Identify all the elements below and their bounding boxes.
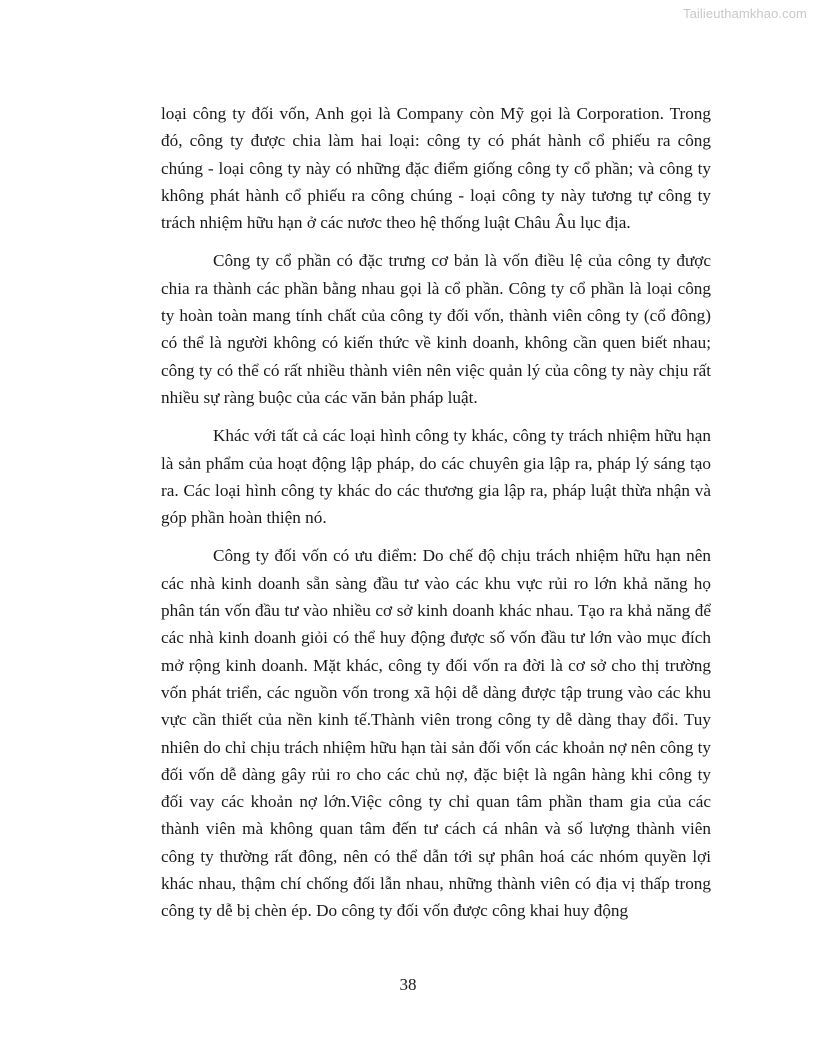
watermark: Tailieuthamkhao.com	[682, 6, 807, 21]
paragraph-1: loại công ty đối vốn, Anh gọi là Company còn Mỹ gọi là Corporation. Trong đó, công ty được chia làm hai loại: công ty có phát hành cổ phiếu ra công chúng - loại công ty này có những đặc điểm giống công ty cổ phần; và công ty không phát hành cổ phiếu ra công chúng - loại công ty này tương tự công ty trách nhiệm hữu hạn ở các nươc theo hệ thống luật Châu Âu lục địa.	[161, 104, 711, 233]
paragraph-2: Công ty cổ phần có đặc trưng cơ bản là vốn điều lệ của công ty được chia ra thành các phần bằng nhau gọi là cổ phần. Công ty cổ phần là loại công ty hoàn toàn mang tính chất của công ty đối vốn, thành viên công ty (cổ đông) có thể là người không có kiến thức về kinh doanh, không cần quen biết nhau; công ty có thể có rất nhiều thành viên nên việc quản lý của công ty này chịu rất nhiều sự ràng buộc của các văn bản pháp luật.	[161, 251, 711, 407]
page-number: 38	[399, 975, 417, 994]
paragraph-4: Công ty đối vốn có ưu điểm: Do chế độ chịu trách nhiệm hữu hạn nên các nhà kinh doanh sẵn sàng đầu tư vào các khu vực rủi ro lớn khả năng họ phân tán vốn đầu tư vào nhiều cơ sở kinh doanh khác nhau. Tạo ra khả năng để các nhà kinh doanh giỏi có thể huy động được số vốn đầu tư lớn vào mục đích mở rộng kinh doanh. Mặt khác, công ty đối vốn ra đời là cơ sở cho thị trường vốn phát triển, các nguồn vốn trong xã hội dễ dàng được tập trung vào các khu vực cần thiết của nền kinh tế.Thành viên trong công ty dễ dàng thay đổi. Tuy nhiên do chỉ chịu trách nhiệm hữu hạn tài sản đối vốn các khoản nợ nên công ty đối vốn dễ dàng gây rủi ro cho các chủ nợ, đặc biệt là ngân hàng khi công ty đối vay các khoản nợ lớn.Việc công ty chỉ quan tâm phần tham gia của các thành viên mà không quan tâm đến tư cách cá nhân và số lượng thành viên công ty thường rất đông, nên có thể dẫn tới sự phân hoá các nhóm quyền lợi khác nhau, thậm chí chống đối lẫn nhau, những thành viên có địa vị thấp trong công ty dễ bị chèn ép. Do công ty đối vốn được công khai huy động	[161, 546, 711, 921]
paragraph-3: Khác với tất cả các loại hình công ty khác, công ty trách nhiệm hữu hạn là sản phẩm của hoạt động lập pháp, do các chuyên gia lập ra, pháp lý sáng tạo ra. Các loại hình công ty khác do các thương gia lập ra, pháp luật thừa nhận và góp phần hoàn thiện nó.	[161, 426, 711, 528]
document-body	[161, 100, 711, 936]
